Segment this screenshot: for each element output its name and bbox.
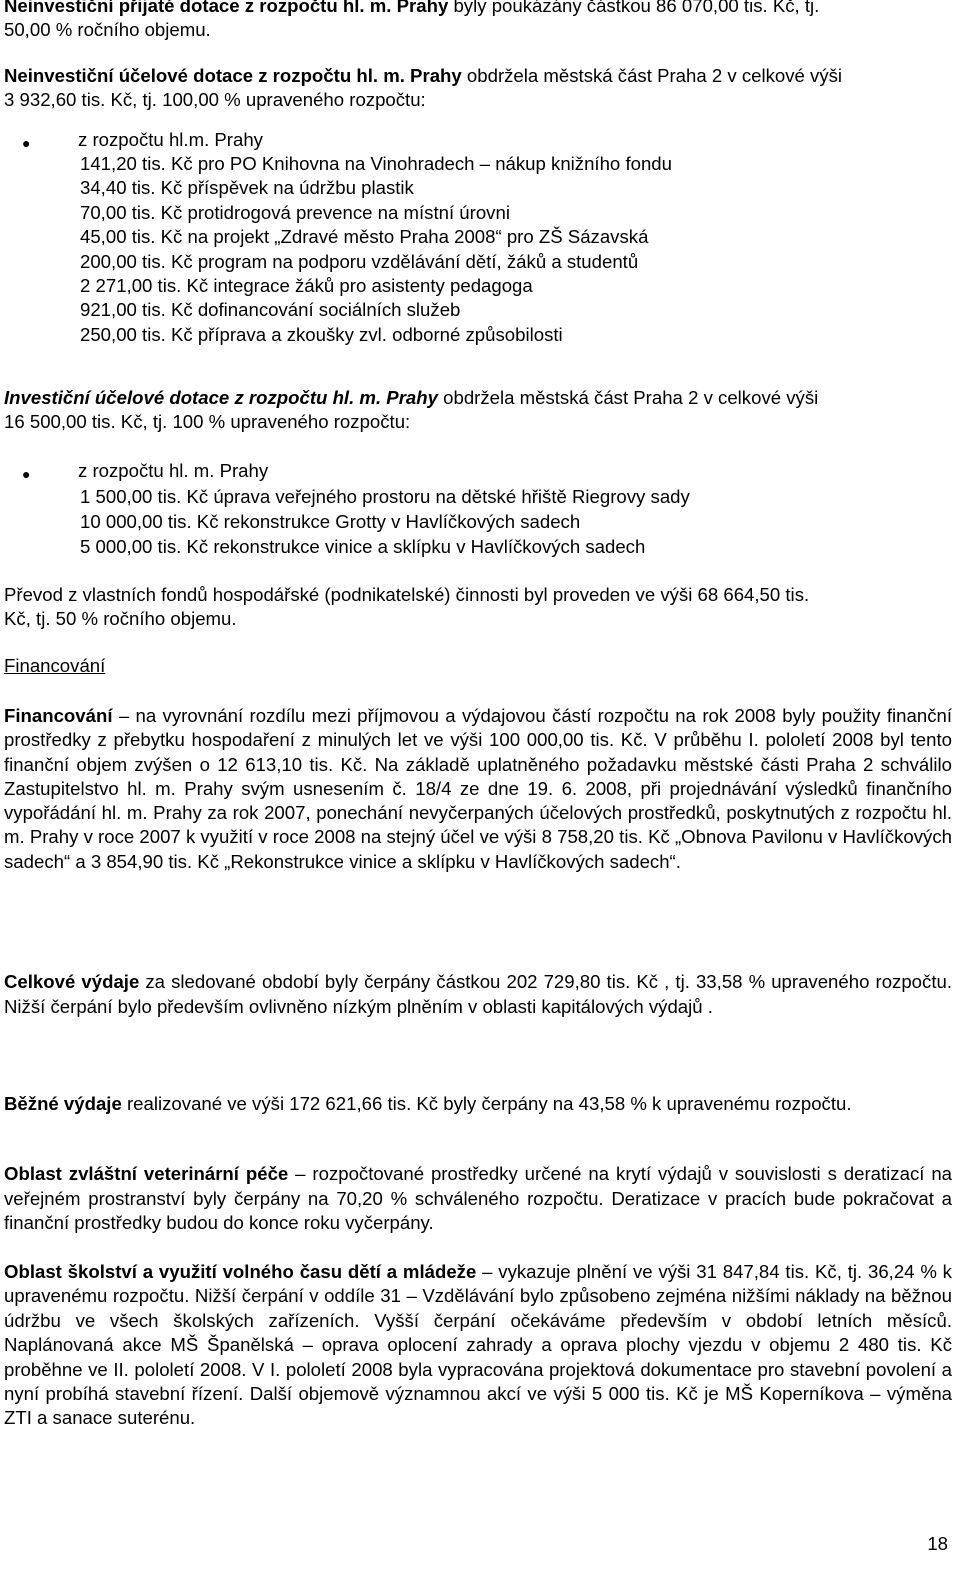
paragraph-text: 3 932,60 tis. Kč, tj. 100,00 % upraveného rozpočtu: — [4, 89, 426, 110]
paragraph-celkove-vydaje — [4, 970, 952, 1019]
paragraph-text: – rozpočtované prostředky určené na krytí výdajů v souvislosti s deratizací na veřejném prostranství byly čerpány na 70,20 % schváleného rozpočtu. Deratizace v pracích bude pokračovat a finanční prostředky budou do konce roku vyčerpány. — [4, 1163, 953, 1233]
paragraph-bezne-vydaje — [4, 1092, 952, 1117]
list-items — [80, 152, 672, 347]
list-item: 5 000,00 tis. Kč rekonstrukce vinice a sklípku v Havlíčkových sadech — [80, 536, 646, 557]
paragraph-text: 16 500,00 tis. Kč, tj. 100 % upraveného rozpočtu: — [4, 411, 411, 432]
bold-lead: Oblast zvláštní veterinární péče — [4, 1163, 289, 1184]
list-item: 10 000,00 tis. Kč rekonstrukce Grotty v Havlíčkových sadech — [80, 511, 581, 532]
section-heading-financovani — [4, 654, 952, 678]
list-item: 1 500,00 tis. Kč úprava veřejného prostoru na dětské hřiště Riegrovy sady — [80, 486, 690, 507]
list-item: 2 271,00 tis. Kč integrace žáků pro asistenty pedagoga — [80, 275, 533, 297]
list-items — [80, 484, 690, 559]
bold-lead: Celkové výdaje — [4, 971, 140, 992]
paragraph-text: za sledované období byly čerpány částkou 202 729,80 tis. Kč , tj. 33,58 % upraveného rozpočtu. Nižší čerpání bylo především ovlivněno nízkým plněním v oblasti kapitálových výdajů . — [4, 971, 952, 1017]
page-number: 18 — [927, 1533, 948, 1554]
list-item: 141,20 tis. Kč pro PO Knihovna na Vinohradech – nákup knižního fondu — [80, 153, 672, 174]
paragraph-skolstvi — [4, 1260, 952, 1431]
paragraph-text: – na vyrovnání rozdílu mezi příjmovou a výdajovou částí rozpočtu na rok 2008 byly použity finanční prostředky z přebytku hospodaření z minulých let ve výši 100 000,00 tis. Kč. V průběhu I. pololetí 2008 byl tento finanční objem zvýšen o 12 613,10 tis. Kč. Na základě uplatněného požadavku městské části Praha 2 schválilo Zastupitelstvo hl. m. Prahy svým usnesením č. 18/4 ze dne 19. 6. 2008, při projednávání výsledků finančního vypořádání hl. m. Prahy za rok 2007, ponechání nevyčerpaných účelových prostředků, poskytnutých z rozpočtu hl. m. Prahy v roce 2007 k využití v roce 2008 na stejný účel ve výši 8 758,20 tis. Kč „Obnova Pavilonu v Havlíčkových sadech“ a 3 854,90 tis. Kč „Rekonstrukce vinice a sklípku v Havlíčkových sadech“. — [4, 705, 952, 872]
paragraph-text: 50,00 % ročního objemu. — [4, 19, 211, 40]
heading-text: Financování — [4, 655, 106, 676]
bold-lead: Financování — [4, 705, 113, 726]
list-heading: z rozpočtu hl. m. Prahy — [78, 460, 269, 481]
bold-lead: Neinvestiční přijaté dotace z rozpočtu hl. m. Prahy — [4, 0, 449, 16]
paragraph-prevod-fondu — [4, 583, 952, 631]
list-item: 45,00 tis. Kč na projekt „Zdravé město Praha 2008“ pro ZŠ Sázavská — [80, 226, 649, 248]
bold-lead: Běžné výdaje — [4, 1093, 122, 1114]
paragraph-text: byly poukázány částkou 86 070,00 tis. Kč, tj. — [448, 0, 820, 16]
paragraph-text: realizované ve výši 172 621,66 tis. Kč byly čerpány na 43,58 % k upravenému rozpočtu. — [121, 1093, 852, 1114]
bullet-icon: ● — [22, 466, 31, 482]
paragraph-text: obdržela městská část Praha 2 v celkové výši — [461, 65, 843, 86]
list-item: 70,00 tis. Kč protidrogová prevence na místní úrovni — [80, 201, 510, 223]
list-item: 34,40 tis. Kč příspěvek na údržbu plastik — [80, 177, 414, 199]
bold-lead: Neinvestiční účelové dotace z rozpočtu hl. m. Prahy — [4, 65, 462, 86]
list-heading: z rozpočtu hl.m. Prahy — [78, 129, 263, 150]
list-item: 921,00 tis. Kč dofinancování sociálních služeb — [80, 299, 461, 321]
paragraph-neinvesticni-ucelove — [4, 64, 952, 112]
paragraph-text: Kč, tj. 50 % ročního objemu. — [4, 608, 237, 629]
paragraph-veterinarni-pece — [4, 1162, 952, 1236]
list-item: 250,00 tis. Kč příprava a zkoušky zvl. odborné způsobilosti — [80, 323, 563, 345]
bold-italic-lead: Investiční účelové dotace z rozpočtu hl. m. Prahy — [4, 387, 438, 408]
paragraph-text: obdržela městská část Praha 2 v celkové výši — [437, 387, 819, 408]
paragraph-neinvesticni-prijate — [4, 0, 952, 42]
list-item: 200,00 tis. Kč program na podporu vzdělávání dětí, žáků a studentů — [80, 250, 639, 272]
bullet-icon: ● — [22, 135, 31, 151]
bold-lead: Oblast školství a využití volného času dětí a mládeže — [4, 1261, 477, 1282]
paragraph-text: – vykazuje plnění ve výši 31 847,84 tis. Kč, tj. 36,24 % k upravenému rozpočtu. Nižší čerpání v oddíle 31 – Vzdělávání bylo způsobeno zejména nižšími náklady na běžnou údržbu ve všech školských zařízeních. Vyšší čerpání očekáváme především v období letních měsíců. Naplánovaná akce MŠ Španělská – oprava oplocení zahrady a oprava plochy vjezdu v objemu 2 480 tis. Kč proběhne ve II. pololetí 2008. V I. pololetí 2008 byla vypracována projektová dokumentace pro stavební povolení a nyní probíhá stavební řízení. Další objemově významnou akcí ve výši 5 000 tis. Kč je MŠ Koperníkova – výměna ZTI a sanace suterénu. — [4, 1261, 952, 1429]
paragraph-text: Převod z vlastních fondů hospodářské (podnikatelské) činnosti byl proveden ve výši 68 664,50 tis. — [4, 584, 810, 605]
paragraph-investicni-ucelove — [4, 386, 952, 434]
paragraph-financovani — [4, 704, 952, 874]
